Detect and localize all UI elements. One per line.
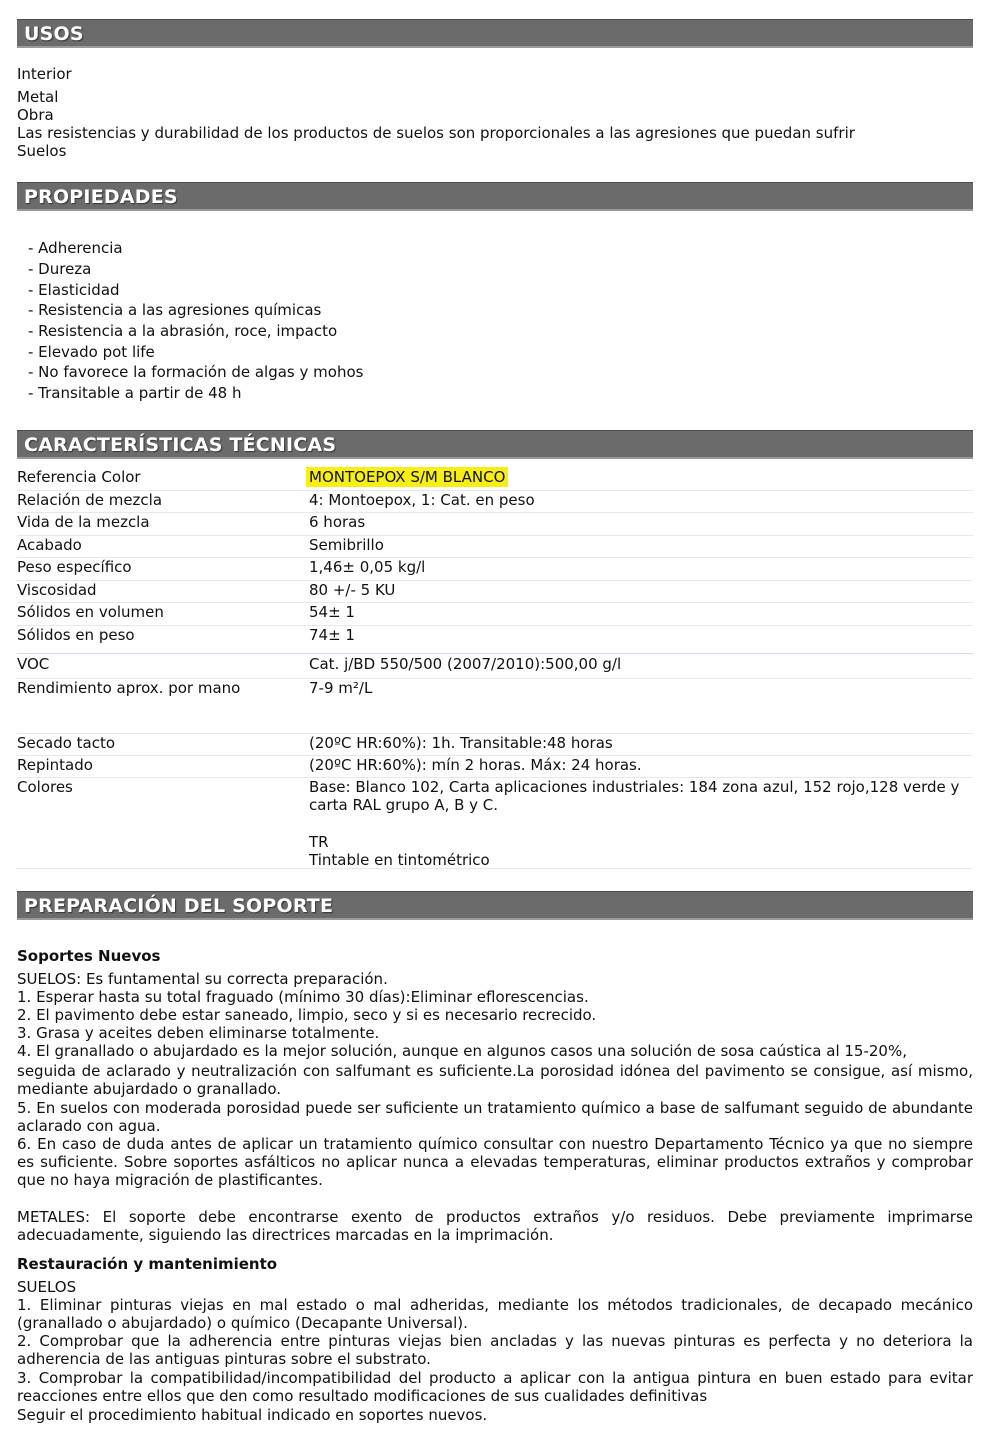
usos-item: Las resistencias y durabilidad de los productos de suelos son proporcionales a las agresiones que puedan sufrir bbox=[17, 124, 855, 142]
spec-value: Base: Blanco 102, Carta aplicaciones industriales: 184 zona azul, 152 rojo,128 verde y carta RAL grupo A, B y C. bbox=[309, 778, 960, 814]
section-title-caracteristicas: CARACTERÍSTICAS TÉCNICAS bbox=[24, 434, 337, 456]
section-title-preparacion: PREPARACIÓN DEL SOPORTE bbox=[24, 895, 334, 917]
spec-row bbox=[17, 679, 973, 734]
spec-value-extra: Tintable en tintométrico bbox=[309, 851, 490, 869]
paragraph-metales: METALES: El soporte debe encontrarse exento de productos extraños y/o residuos. Debe previamente imprimarse adecuadamente, siguiendo las directrices marcadas en la imprimación. bbox=[17, 1208, 973, 1244]
spec-row bbox=[17, 734, 973, 756]
paragraph-line: 2. El pavimento debe estar saneado, limpio, seco y si es necesario recrecido. bbox=[17, 1006, 597, 1024]
spec-row bbox=[17, 603, 973, 626]
paragraph: 3. Comprobar la compatibilidad/incompatibilidad del producto a aplicar con la antigua pintura en buen estado para evitar reacciones entre ellos que den como resultado modificaciones de sus cualidades definitivas bbox=[17, 1369, 973, 1405]
spec-label: Relación de mezcla bbox=[17, 491, 163, 509]
usos-item: Interior bbox=[17, 65, 72, 83]
paragraph-line: SUELOS: Es funtamental su correcta preparación. bbox=[17, 970, 388, 988]
spec-value: 6 horas bbox=[309, 513, 366, 531]
property-item: - Adherencia bbox=[28, 239, 123, 257]
usos-item: Metal bbox=[17, 88, 59, 106]
spec-row bbox=[17, 513, 973, 536]
paragraph: seguida de aclarado y neutralización con salfumant es suficiente.La porosidad idónea del pavimento se consigue, así mismo, mediante abujardado o granallado. bbox=[17, 1062, 973, 1098]
property-item: - Transitable a partir de 48 h bbox=[28, 384, 242, 402]
spec-value: 7-9 m²/L bbox=[309, 679, 373, 697]
spec-label: Referencia Color bbox=[17, 468, 141, 486]
spec-label: Sólidos en volumen bbox=[17, 603, 164, 621]
spec-label: Viscosidad bbox=[17, 581, 97, 599]
spec-row bbox=[17, 558, 973, 581]
spec-label: Repintado bbox=[17, 756, 93, 774]
spec-value: Semibrillo bbox=[309, 536, 384, 554]
property-item: - Dureza bbox=[28, 260, 92, 278]
spec-label: Vida de la mezcla bbox=[17, 513, 150, 531]
spec-label: Peso específico bbox=[17, 558, 132, 576]
paragraph: 6. En caso de duda antes de aplicar un tratamiento químico consultar con nuestro Departamento Técnico ya que no siempre es suficiente. Sobre soportes asfálticos no aplicar nunca a elevadas temperaturas, eliminar productos extraños y comprobar que no haya migración de plastificantes. bbox=[17, 1135, 973, 1189]
spec-row bbox=[17, 626, 973, 654]
spec-row bbox=[17, 581, 973, 603]
spec-row bbox=[17, 491, 973, 513]
spec-value: 4: Montoepox, 1: Cat. en peso bbox=[309, 491, 535, 509]
spec-label: Sólidos en peso bbox=[17, 626, 135, 644]
paragraph: 1. Eliminar pinturas viejas en mal estado o mal adheridas, mediante los métodos tradicionales, de decapado mecánico (granallado o abujardado) o químico (Decapante Universal). bbox=[17, 1296, 973, 1332]
spec-label: Rendimiento aprox. por mano bbox=[17, 679, 241, 697]
spec-value: 74± 1 bbox=[309, 626, 355, 644]
spec-value: Cat. j/BD 550/500 (2007/2010):500,00 g/l bbox=[309, 655, 622, 673]
property-item: - No favorece la formación de algas y mohos bbox=[28, 363, 364, 381]
spec-value-extra: TR bbox=[309, 833, 329, 851]
paragraph: 2. Comprobar que la adherencia entre pinturas viejas bien ancladas y las nuevas pinturas es perfecta y no deteriora la adherencia de las antiguas pinturas sobre el substrato. bbox=[17, 1332, 973, 1368]
paragraph-line: 3. Grasa y aceites deben eliminarse totalmente. bbox=[17, 1024, 380, 1042]
usos-item: Obra bbox=[17, 106, 54, 124]
usos-item: Suelos bbox=[17, 142, 67, 160]
subheading-soportes-nuevos: Soportes Nuevos bbox=[17, 947, 161, 965]
spec-value: 54± 1 bbox=[309, 603, 355, 621]
spec-row bbox=[17, 468, 973, 491]
spec-value: (20ºC HR:60%): mín 2 horas. Máx: 24 horas. bbox=[309, 756, 642, 774]
spec-value-highlighted: MONTOEPOX S/M BLANCO bbox=[306, 467, 508, 487]
section-title-propiedades: PROPIEDADES bbox=[24, 186, 178, 208]
spec-label: Acabado bbox=[17, 536, 82, 554]
spec-row bbox=[17, 756, 973, 778]
subheading-restauracion: Restauración y mantenimiento bbox=[17, 1255, 278, 1273]
spec-row bbox=[17, 655, 973, 679]
section-header-preparacion bbox=[17, 891, 973, 920]
section-header-propiedades bbox=[17, 182, 973, 211]
paragraph-line: 1. Esperar hasta su total fraguado (mínimo 30 días):Eliminar eflorescencias. bbox=[17, 988, 589, 1006]
property-item: - Elevado pot life bbox=[28, 343, 155, 361]
paragraph-line: 4. El granallado o abujardado es la mejor solución, aunque en algunos casos una solución de sosa caústica al 15-20%, bbox=[17, 1042, 907, 1060]
spec-label: VOC bbox=[17, 655, 50, 673]
spec-row bbox=[17, 536, 973, 558]
section-header-usos bbox=[17, 19, 973, 48]
section-title-usos: USOS bbox=[24, 23, 84, 45]
section-header-caracteristicas bbox=[17, 430, 973, 459]
spec-value: 1,46± 0,05 kg/l bbox=[309, 558, 426, 576]
property-item: - Elasticidad bbox=[28, 281, 120, 299]
spec-row bbox=[17, 778, 973, 869]
paragraph: 5. En suelos con moderada porosidad puede ser suficiente un tratamiento químico a base de salfumant seguido de abundante aclarado con agua. bbox=[17, 1099, 973, 1135]
property-item: - Resistencia a la abrasión, roce, impacto bbox=[28, 322, 338, 340]
paragraph-line: SUELOS bbox=[17, 1278, 77, 1296]
spec-value: (20ºC HR:60%): 1h. Transitable:48 horas bbox=[309, 734, 613, 752]
spec-label: Colores bbox=[17, 778, 73, 796]
property-item: - Resistencia a las agresiones químicas bbox=[28, 301, 322, 319]
paragraph-line: Seguir el procedimiento habitual indicado en soportes nuevos. bbox=[17, 1406, 488, 1424]
spec-label: Secado tacto bbox=[17, 734, 116, 752]
spec-value: 80 +/- 5 KU bbox=[309, 581, 396, 599]
